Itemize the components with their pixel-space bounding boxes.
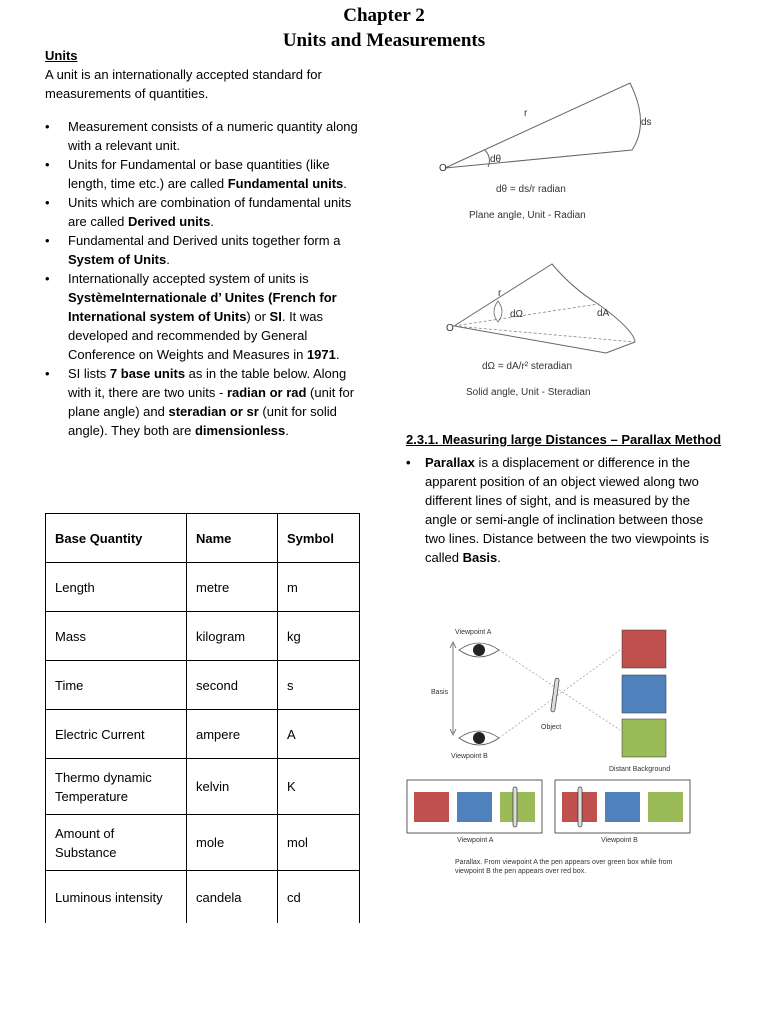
bullet-text: System of Units bbox=[68, 252, 167, 267]
list-item bbox=[45, 231, 360, 269]
green-box bbox=[622, 719, 666, 757]
bullet-text: 1971 bbox=[306, 347, 336, 362]
bullet-text: . bbox=[335, 347, 340, 362]
red-box bbox=[414, 792, 449, 822]
red-box bbox=[622, 630, 666, 668]
solid-angle-caption: Solid angle, Unit - Steradian bbox=[466, 387, 591, 398]
solid-label-r: r bbox=[498, 288, 502, 299]
bullet-text: . It was developed and recommended by General Conference on Weights and Measures in bbox=[68, 309, 324, 362]
green-box bbox=[500, 792, 535, 822]
solid-label-domega: dΩ bbox=[510, 309, 524, 320]
bullet-text: Internationally accepted system of units is bbox=[68, 271, 309, 286]
list-item bbox=[45, 117, 360, 155]
table-row bbox=[46, 871, 360, 924]
table-row bbox=[46, 661, 360, 710]
eye-icon bbox=[459, 731, 499, 745]
bullet-text: (unit for plane angle) and bbox=[68, 385, 355, 419]
plane-angle-formula: dθ = ds/r radian bbox=[496, 184, 566, 195]
plane-label-ds: ds bbox=[641, 117, 652, 128]
table-cell: cd bbox=[278, 871, 360, 924]
table-cell: mole bbox=[187, 815, 278, 871]
parallax-bullet-text: Parallax bbox=[425, 455, 475, 470]
bullet-text: SI lists bbox=[68, 366, 110, 381]
panel-a-label: Viewpoint A bbox=[457, 837, 494, 844]
distant-background-label: Distant Background bbox=[609, 766, 671, 773]
units-heading: Units bbox=[45, 48, 78, 63]
bullet-text: ) or bbox=[246, 309, 270, 324]
solid-angle-figure bbox=[440, 256, 660, 402]
parallax-caption-line1: Parallax. From viewpoint A the pen appears over green box while from bbox=[455, 859, 673, 866]
table-header-cell: Base Quantity bbox=[46, 514, 187, 563]
bullet-text: steradian or sr bbox=[168, 404, 259, 419]
table-cell: metre bbox=[187, 563, 278, 612]
table-row bbox=[46, 612, 360, 661]
table-cell: Amount of Substance bbox=[46, 815, 187, 871]
list-item bbox=[45, 193, 360, 231]
units-intro: A unit is an internationally accepted standard for measurements of quantities. bbox=[45, 67, 322, 101]
pen-icon bbox=[578, 787, 582, 827]
table-cell: A bbox=[278, 710, 360, 759]
table-cell: Luminous intensity bbox=[46, 871, 187, 924]
plane-angle-figure bbox=[430, 78, 680, 228]
plane-angle-caption: Plane angle, Unit - Radian bbox=[469, 210, 586, 221]
plane-label-dtheta: dθ bbox=[490, 154, 502, 165]
bullet-text: 7 base units bbox=[109, 366, 186, 381]
viewpoint-a-label: Viewpoint A bbox=[455, 629, 492, 636]
solid-label-o: O bbox=[446, 323, 454, 334]
table-cell: mol bbox=[278, 815, 360, 871]
bullet-text: . bbox=[285, 423, 289, 438]
table-row bbox=[46, 759, 360, 815]
bullet-text: radian or rad bbox=[226, 385, 307, 400]
table-cell: kg bbox=[278, 612, 360, 661]
bullet-text: SystèmeInternationale d’ Unites (French for International system of Units bbox=[68, 290, 337, 324]
green-box bbox=[648, 792, 683, 822]
panel-b-label: Viewpoint B bbox=[601, 837, 638, 844]
bullet-text: dimensionless bbox=[194, 423, 286, 438]
object-label: Object bbox=[541, 724, 562, 731]
table-header-cell: Name bbox=[187, 514, 278, 563]
parallax-bullet-text: is a displacement or difference in the apparent position of an object viewed along two different lines of sight, and is measured by the angle or semi-angle of inclination between those two lines. Distance between the two viewpoints is called bbox=[425, 455, 709, 565]
table-cell: Length bbox=[46, 563, 187, 612]
bullet-text: Units for Fundamental or base quantities (like length, time etc.) are called bbox=[68, 157, 330, 191]
list-item bbox=[45, 364, 360, 440]
units-section bbox=[45, 46, 360, 440]
bullet-text: Derived units bbox=[127, 214, 211, 229]
bullet-text: SI bbox=[269, 309, 282, 324]
parallax-heading: 2.3.1. Measuring large Distances – Parallax Method bbox=[406, 432, 722, 447]
chapter-number: Chapter 2 bbox=[343, 5, 425, 26]
plane-label-r: r bbox=[524, 108, 528, 119]
table-cell: Time bbox=[46, 661, 187, 710]
eye-icon bbox=[459, 643, 499, 657]
blue-box bbox=[457, 792, 492, 822]
list-item bbox=[45, 269, 360, 364]
units-bullet-list bbox=[45, 117, 360, 440]
table-row bbox=[46, 815, 360, 871]
table-cell: Thermo dynamic Temperature bbox=[46, 759, 187, 815]
table-cell: kelvin bbox=[187, 759, 278, 815]
parallax-bullet-text: . bbox=[497, 550, 501, 565]
parallax-caption-line2: viewpoint B the pen appears over red box. bbox=[455, 868, 587, 875]
parallax-bullet-text: Basis bbox=[462, 550, 498, 565]
bullet-text: . bbox=[343, 176, 347, 191]
bullet-text: Fundamental units bbox=[227, 176, 344, 191]
si-base-units-table bbox=[45, 513, 360, 923]
table-cell: ampere bbox=[187, 710, 278, 759]
bullet-text: Units which are combination of fundamental units are called bbox=[68, 195, 352, 229]
table-cell: candela bbox=[187, 871, 278, 924]
bullet-text: as in the table below. Along with it, there are two units - bbox=[68, 366, 347, 400]
bullet-text: (unit for solid angle). They both are bbox=[68, 404, 337, 438]
solid-label-da: dA bbox=[597, 308, 610, 319]
list-item bbox=[45, 155, 360, 193]
table-row bbox=[46, 710, 360, 759]
table-cell: second bbox=[187, 661, 278, 710]
table-cell: Electric Current bbox=[46, 710, 187, 759]
table-cell: Mass bbox=[46, 612, 187, 661]
chapter-title: Units and Measurements bbox=[282, 30, 486, 51]
table-row bbox=[46, 563, 360, 612]
parallax-bullet bbox=[406, 453, 724, 567]
pen-icon bbox=[513, 787, 517, 827]
parallax-figure bbox=[405, 620, 695, 880]
plane-label-o: O bbox=[439, 163, 447, 174]
basis-label: Basis bbox=[431, 689, 449, 696]
bullet-text: . bbox=[166, 252, 170, 267]
table-cell: s bbox=[278, 661, 360, 710]
table-cell: m bbox=[278, 563, 360, 612]
table-header-row bbox=[46, 514, 360, 563]
bullet-text: Fundamental and Derived units together form a bbox=[68, 233, 341, 248]
table-header-cell: Symbol bbox=[278, 514, 360, 563]
solid-angle-formula: dΩ = dA/r² steradian bbox=[482, 361, 573, 372]
blue-box bbox=[622, 675, 666, 713]
bullet-text: Measurement consists of a numeric quantity along with a relevant unit. bbox=[68, 119, 358, 153]
table-cell: K bbox=[278, 759, 360, 815]
blue-box bbox=[605, 792, 640, 822]
bullet-text: . bbox=[210, 214, 214, 229]
parallax-section bbox=[406, 430, 724, 567]
table-cell: kilogram bbox=[187, 612, 278, 661]
viewpoint-b-label: Viewpoint B bbox=[451, 753, 488, 760]
